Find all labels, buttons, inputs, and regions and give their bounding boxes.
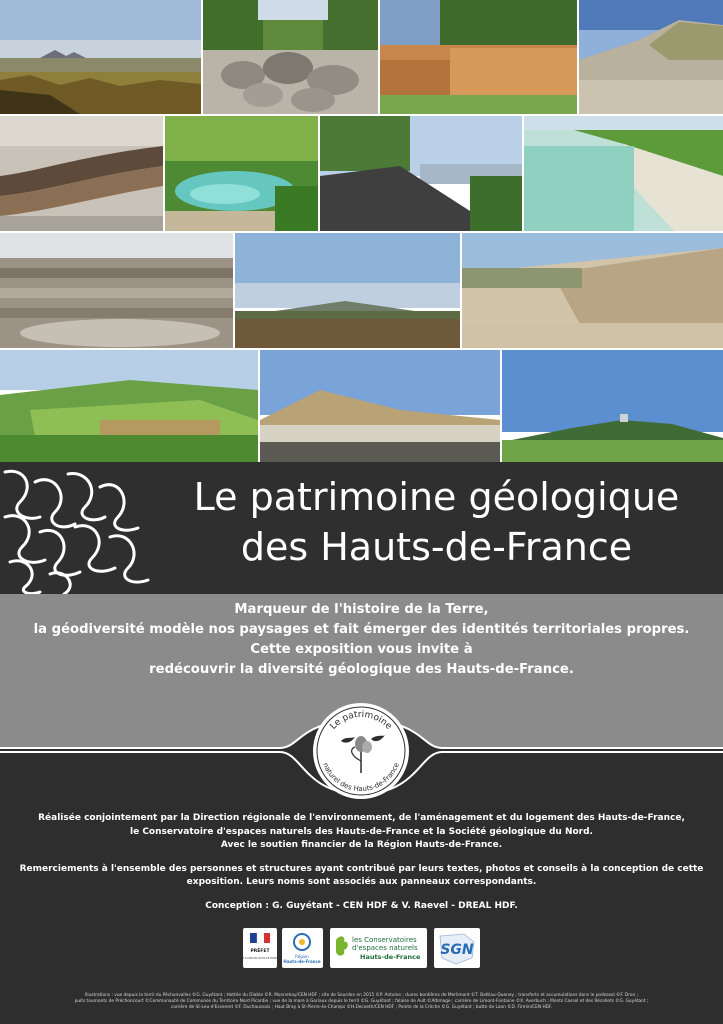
- credits-partners-line-1: Réalisée conjointement par la Direction régionale de l'environnement, de l'aménagement et du logement des Hauts-de-France,: [38, 813, 685, 823]
- photo-spring-pool: [165, 116, 318, 231]
- title-line-2: des Hauts-de-France: [240, 525, 633, 569]
- sgn-logo-text: SGN: [440, 942, 474, 958]
- credits-conception: Conception : G. Guyétant - CEN HDF & V. Raevel - DREAL HDF.: [205, 900, 518, 911]
- photo-sand-pit: [380, 0, 577, 114]
- cen-logo-line-1: les Conservatoires: [352, 936, 417, 944]
- photo-terril-lake: [320, 116, 522, 231]
- intro-line-1: Marqueur de l'histoire de la Terre,: [234, 602, 489, 617]
- intro-line-4: redécouvrir la diversité géologique des Hauts-de-France.: [149, 662, 574, 677]
- credits-section: [0, 812, 723, 913]
- prefet-logo-subtitle: DE LA RÉGION HAUTS-DE-FRANCE: [243, 957, 277, 960]
- photo-butte-laon: [502, 350, 723, 462]
- decorative-swirl-pattern: [0, 462, 150, 594]
- photo-st-leu-quarry: [462, 233, 723, 348]
- credits-partners-line-2: le Conservatoire d'espaces naturels des Hauts-de-France et la Société géologique du Nord.: [130, 826, 593, 837]
- photo-dunes: [579, 0, 723, 114]
- photo-monts-cassel: [235, 233, 460, 348]
- patrimoine-naturel-logo: [311, 701, 411, 801]
- region-logo-name: Région: [295, 954, 309, 959]
- cen-logo-line-3: Hauts-de-France: [360, 953, 421, 961]
- cen-logo: [330, 928, 427, 968]
- logo-top-text: Le patrimoine: [328, 709, 394, 732]
- region-logo-sub: Hauts-de-France: [283, 959, 321, 964]
- partner-logos: [0, 928, 723, 970]
- photo-mosaic: [0, 0, 723, 462]
- credits-thanks-line-2: exposition. Leurs noms sont associés aux panneaux correspondants.: [186, 877, 537, 887]
- prefet-logo: [243, 928, 277, 968]
- intro-line-3: Cette exposition vous invite à: [250, 642, 473, 657]
- cen-logo-line-2: d'espaces naturels: [352, 944, 418, 952]
- intro-line-2: la géodiversité modèle nos paysages et fait émerger des identités territoriales propres.: [33, 622, 690, 637]
- credits-thanks-line-1: Remerciements à l'ensemble des personnes et structures ayant contribué par leurs textes, photos et conseils à la conception de cette: [19, 863, 704, 874]
- photo-terril-view: [0, 0, 201, 114]
- prefet-logo-title: PRÉFET: [250, 949, 270, 954]
- footnote-line-3: carrière de St-Leu-d'Esserent ©F. Duchaussois ; Haut Bray à St-Pierre-ès-Champs ©H.Decoeth/CEN HDF ; Pointe de la Crèche ©G. Guyétant ; butte de Laon ©D. Firmin/CEN HDF.: [170, 1005, 553, 1010]
- page-title: [150, 472, 723, 572]
- photo-credits-footnote: [40, 993, 683, 1011]
- photo-haut-bray: [0, 350, 258, 462]
- credits-partners-line-3: Avec le soutien financier de la Région Hauts-de-France.: [220, 840, 503, 850]
- logo-bottom-text: naturel des Hauts-de-France: [321, 761, 401, 794]
- photo-quarry-limont: [0, 233, 233, 348]
- title-line-1: Le patrimoine géologique: [193, 475, 680, 519]
- photo-pointe-creche: [260, 350, 500, 462]
- photo-podzol: [0, 116, 163, 231]
- region-logo: [282, 928, 323, 968]
- footnote-line-1: Illustrations : vue depuis le terril du Péchonvalles ©G. Guyétant ; Hottée du Diable ©R. Monnehay/CEN HDF ; site de Sourdon en 2015 ©P. Antoine ; dunes bordières de Merlimont ©T. Battiau-Queney ; transferts et accumulations dans le podzosol ©F. Dron ;: [84, 993, 639, 998]
- footnote-line-2: puits tournants de Préchoncourt ©Communauté de Communes du Territoire Nord Picardie ; vue de la mare à Goriaux depuis le terril ©G. Guyétant ; falaise de Ault ©Altimage ; carrière de Limont-Fontaine ©X. Averbuch ; Monts Cassel et des Récollets ©G. Guyétant ;: [74, 999, 649, 1004]
- photo-ault-cliff: [524, 116, 723, 231]
- sgn-logo: [434, 928, 480, 968]
- photo-boulders: [203, 0, 378, 114]
- title-band: [0, 462, 723, 594]
- intro-text: [0, 600, 723, 680]
